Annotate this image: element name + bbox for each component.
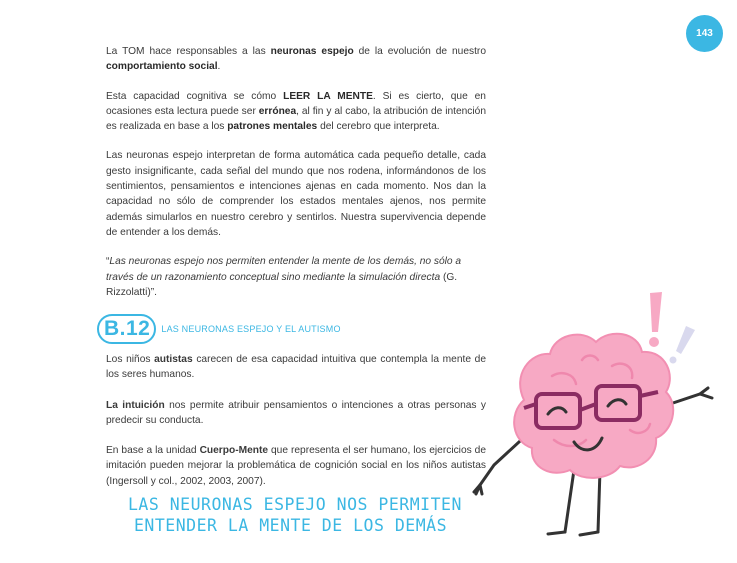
text-run: Esta capacidad cognitiva se cómo <box>106 90 284 102</box>
bold-run: patrones mentales <box>227 121 318 133</box>
text-run: En base a la unidad <box>106 445 200 457</box>
text-run: La TOM hace responsables a las <box>106 46 271 57</box>
bold-run: autistas <box>154 354 193 365</box>
section-heading <box>97 312 341 346</box>
text-run: carecen de esa capacidad intuitiva que contempla la mente de los seres humanos. <box>106 354 486 381</box>
bold-run: La intuición <box>106 399 165 411</box>
closing-headline <box>128 494 468 536</box>
paragraph-leer-mente <box>106 89 486 135</box>
bold-run: comportamiento social <box>106 61 218 73</box>
text-run: , al fin y al cabo, la atribución de intención es realizada en base a los <box>106 105 486 133</box>
bold-run: errónea <box>258 105 297 117</box>
text-run: que representa el ser humano, los ejercicios de imitación pueden mejorar la problemática de cognición social en los niños autistas (Ingersoll y col., 2002, 2003, 2007). <box>106 445 486 487</box>
paragraph-tom <box>106 44 486 75</box>
section-number: B.12 <box>97 314 156 344</box>
main-text-column <box>106 44 486 314</box>
page-number-badge <box>686 15 723 52</box>
brain-legs <box>548 470 600 535</box>
quote-text: Las neuronas espejo nos permiten entender la mente de los demás, no sólo a través de un razonamiento conceptual sino mediante la simulación directa <box>106 256 462 283</box>
section-text-column <box>106 352 486 504</box>
quote-author: (G. Rizzolatti)”. <box>106 271 458 298</box>
text-run: . Si es cierto, que en ocasiones esta lectura puede ser <box>106 90 486 117</box>
text-run: del cerebro que interpreta. <box>317 121 440 133</box>
text-run: de la evolución de nuestro <box>353 46 486 57</box>
quote-rizzolatti <box>106 254 486 300</box>
paragraph-autistas <box>106 352 486 383</box>
paragraph-cuerpo-mente <box>106 443 486 489</box>
page-number: 143 <box>696 28 713 39</box>
bold-run: neuronas espejo <box>270 46 354 57</box>
text-run: Los niños <box>106 354 155 365</box>
paragraph-interpretan: Las neuronas espejo interpretan de forma automática cada pequeño detalle, cada gesto insignificante, cada señal del mundo que nos rodena, informándonos de los sentimientos, pensamientos e intenciones ajenas en cada momento. Nos dan la capacidad no sólo de comprender los estados mentales ajenos, nos permite además simularlos en nuestro cerebro y sentirlos. Nuestra supervivencia depende de entender a los demás. <box>106 150 486 238</box>
brain-right-arm <box>667 388 712 405</box>
paragraph-intuicion <box>106 398 486 429</box>
headline-line-1: LAS NEURONAS ESPEJO NOS PERMITEN <box>128 495 462 514</box>
bold-run: LEER LA MENTE <box>283 90 373 102</box>
text-run: nos permite atribuir pensamientos o intenciones a otras personas y predecir su conducta. <box>106 399 486 426</box>
section-title: LAS NEURONAS ESPEJO Y EL AUTISMO <box>161 324 341 334</box>
headline-line-2: ENTENDER LA MENTE DE LOS DEMÁS <box>134 516 448 535</box>
brain-character-illustration <box>462 280 724 545</box>
text-run: . <box>217 61 221 73</box>
exclamation-small-icon <box>670 326 696 364</box>
quote-mark: “ <box>106 256 110 268</box>
exclamation-icon <box>649 292 662 347</box>
bold-run: Cuerpo-Mente <box>199 445 269 457</box>
